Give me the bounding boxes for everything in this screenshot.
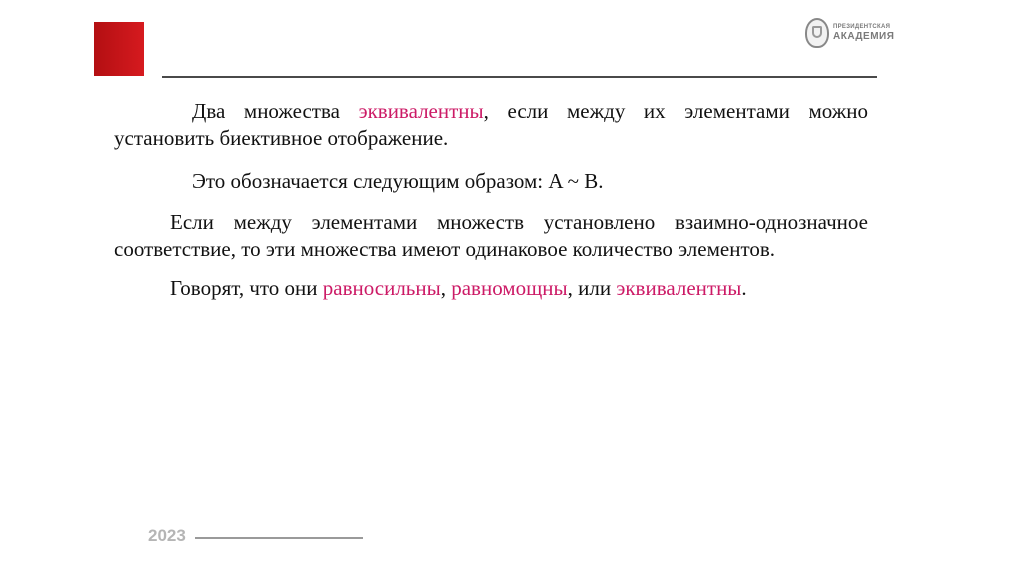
p4-text-after: . xyxy=(741,276,747,300)
logo-line-1: ПРЕЗИДЕНТСКАЯ xyxy=(833,24,891,30)
term-equipotent: равносильны xyxy=(322,276,441,300)
paragraph-notation xyxy=(114,168,868,195)
term-equivalent-2: эквивалентны xyxy=(616,276,742,300)
p1-text-after: , если между их элементами можно установить биективное отображение. xyxy=(114,99,868,150)
p4-text-before: Говорят, что они xyxy=(170,276,323,300)
footer-divider xyxy=(195,537,363,539)
paragraph-synonyms xyxy=(114,275,868,302)
p2-text: Это обозначается следующим образом: A ~ B. xyxy=(192,169,604,193)
p4-separator-2: , или xyxy=(567,276,617,300)
p3-text: Если между элементами множеств установлено взаимно-однозначное соответствие, то эти множества имеют одинаковое количество элементов. xyxy=(114,210,868,261)
term-equicardinal: равномощны xyxy=(451,276,568,300)
slide-content xyxy=(114,98,868,302)
p4-separator-1: , xyxy=(440,276,452,300)
eagle-emblem-icon xyxy=(805,18,829,48)
red-accent-block xyxy=(94,22,144,76)
term-equivalent: эквивалентны xyxy=(358,99,484,123)
academy-logo xyxy=(805,16,894,50)
paragraph-bijection xyxy=(114,209,868,263)
footer-year: 2023 xyxy=(148,526,186,545)
p1-text-before: Два множества xyxy=(192,99,359,123)
logo-text xyxy=(833,24,894,42)
logo-line-2: АКАДЕМИЯ xyxy=(833,31,895,42)
paragraph-definition xyxy=(114,98,868,152)
header-divider xyxy=(162,76,877,78)
